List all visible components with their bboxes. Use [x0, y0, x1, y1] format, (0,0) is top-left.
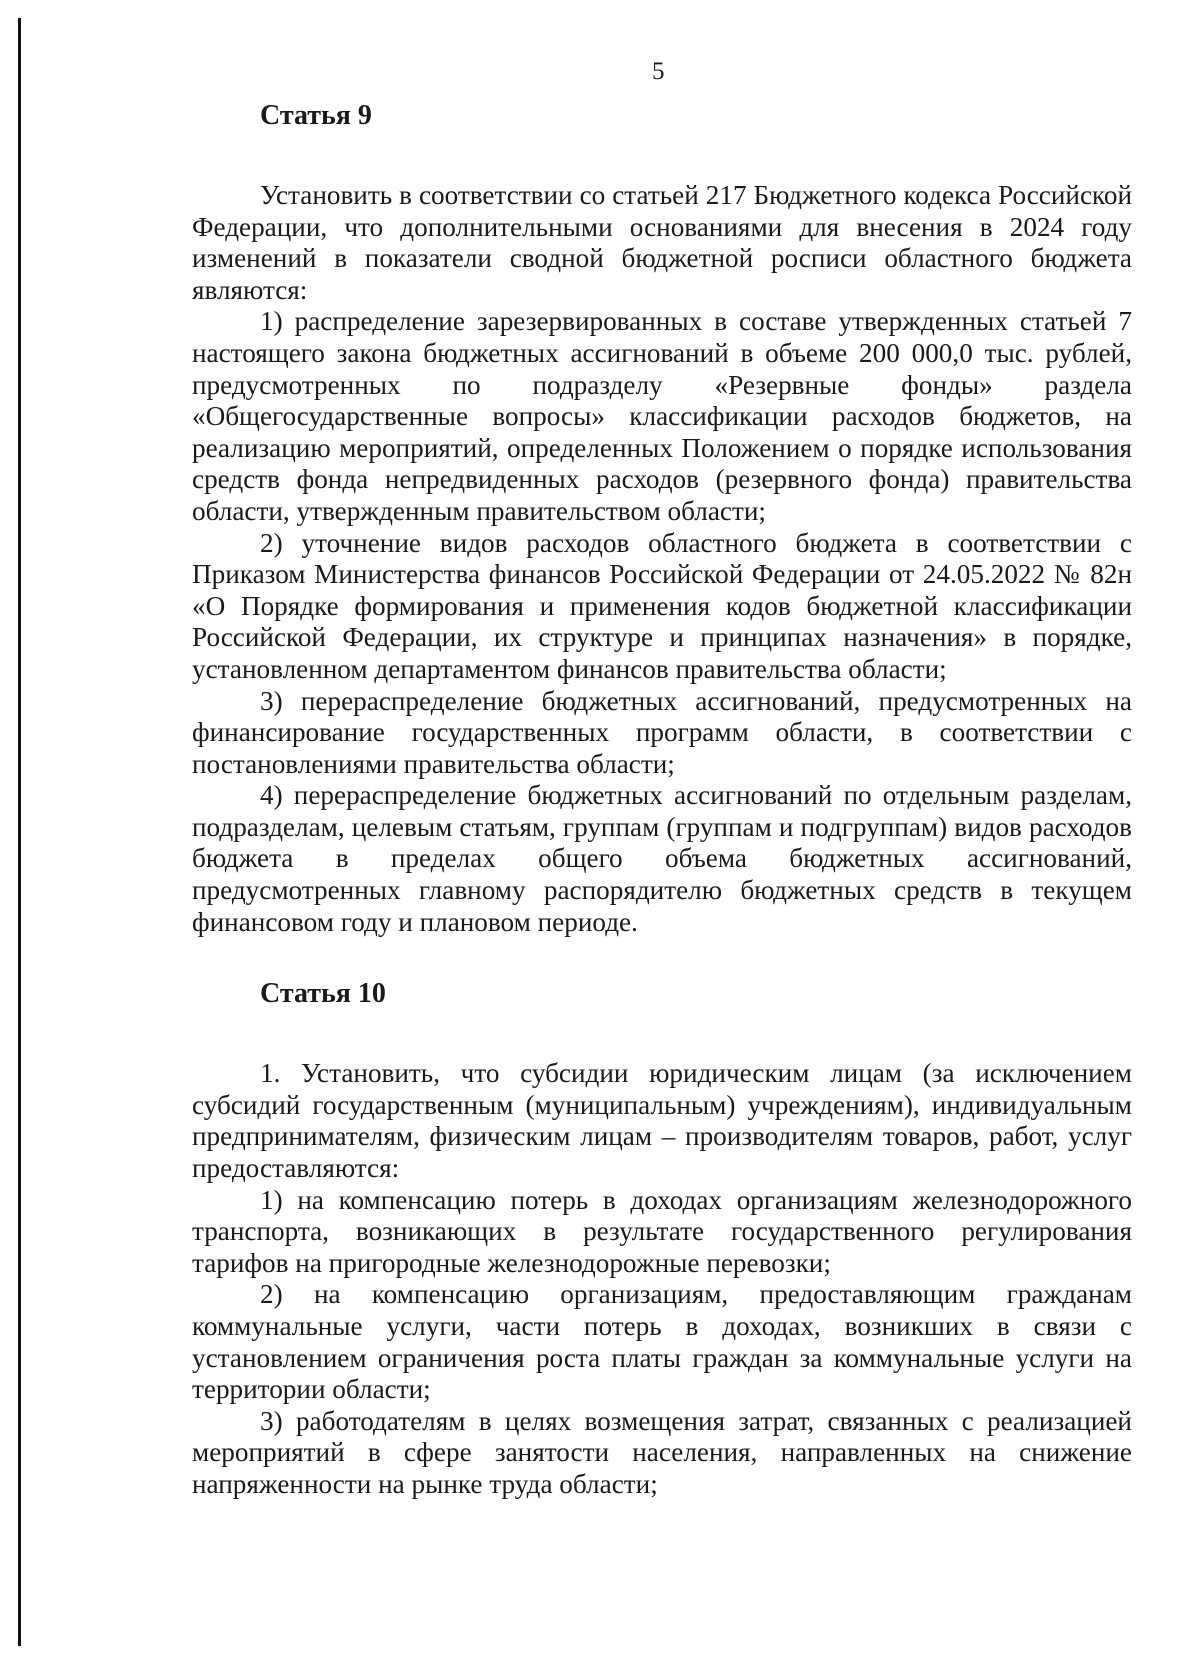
article-9-heading: Статья 9 [260, 100, 372, 131]
article-9-item-4: 4) перераспределение бюджетных ассигнований по отдельным разделам, подразделам, целевым статьям, группам (группам и подгруппам) видов расходов бюджета в пределах общего объема бюджетных ассигнований, предусмотренных главному распорядителю бюджетных средств в текущем финансовом году и плановом периоде. [192, 780, 1132, 937]
article-9-intro: Установить в соответствии со статьей 217 Бюджетного кодекса Российской Федерации, что дополнительными основаниями для внесения в 2024 году изменений в показатели сводной бюджетной росписи областного бюджета являются: [192, 180, 1132, 305]
article-10-item-1: 1) на компенсацию потерь в доходах организациям железнодорожного транспорта, возникающих в результате государственного регулирования тарифов на пригородные железнодорожные перевозки; [192, 1184, 1132, 1278]
article-9-item-1: 1) распределение зарезервированных в составе утвержденных статьей 7 настоящего закона бюджетных ассигнований в объеме 200 000,0 тыс. рублей, предусмотренных по подразделу «Резервные фонды» раздела «Общегосударственные вопросы» классификации расходов бюджетов, на реализацию мероприятий, определенных Положением о порядке использования средств фонда непредвиденных расходов (резервного фонда) правительства области, утвержденным правительством области; [192, 306, 1132, 526]
article-10-item-2: 2) на компенсацию организациям, предоставляющим гражданам коммунальные услуги, части потерь в доходах, возникших в связи с установлением ограничения роста платы граждан за коммунальные услуги на территории области; [192, 1279, 1132, 1405]
document-body [192, 90, 1132, 1501]
page-number: 5 [652, 58, 665, 85]
article-10-intro: 1. Установить, что субсидии юридическим лицам (за исключением субсидий государственным (муниципальным) учреждениям), индивидуальным предпринимателям, физическим лицам – производителям товаров, работ, услуг предоставляются: [192, 1058, 1132, 1184]
article-10-heading: Статья 10 [260, 978, 386, 1010]
scan-edge-line [18, 18, 21, 1646]
article-9-item-3: 3) перераспределение бюджетных ассигнований, предусмотренных на финансирование государственных программ области, в соответствии с постановлениями правительства области; [192, 685, 1132, 779]
article-9-item-2: 2) уточнение видов расходов областного бюджета в соответствии с Приказом Министерства финансов Российской Федерации от 24.05.2022 № 82н «О Порядке формирования и применения кодов бюджетной классификации Российской Федерации, их структуре и принципах назначения» в порядке, установленном департаментом финансов правительства области; [192, 527, 1132, 684]
article-10-item-3: 3) работодателям в целях возмещения затрат, связанных с реализацией мероприятий в сфере занятости населения, направленных на снижение напряженности на рынке труда области; [192, 1405, 1132, 1499]
